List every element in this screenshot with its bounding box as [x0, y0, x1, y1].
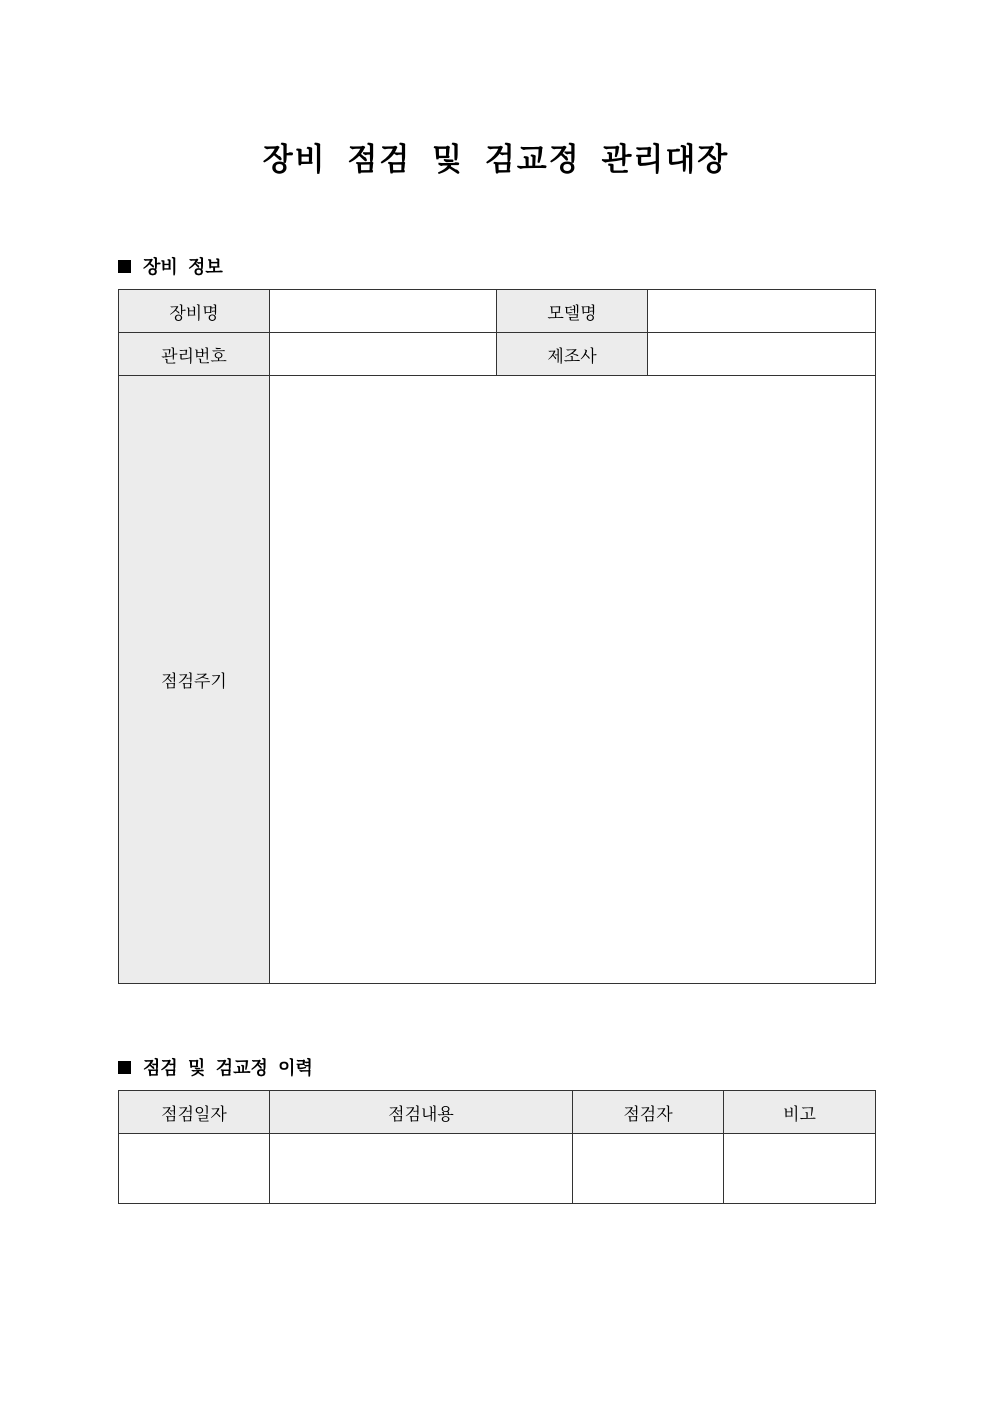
inspection-content-cell[interactable]: [270, 1134, 573, 1204]
inspection-cycle-label: 점검주기: [119, 376, 270, 984]
column-header-inspection-date: 점검일자: [119, 1091, 270, 1134]
history-table: [118, 1090, 876, 1204]
table-row: [119, 1134, 876, 1204]
manufacturer-field[interactable]: [648, 333, 876, 376]
equipment-name-label: 장비명: [119, 290, 270, 333]
manufacturer-label: 제조사: [497, 333, 648, 376]
equipment-section-heading: [118, 253, 223, 279]
square-bullet-icon: [118, 260, 131, 273]
inspection-cycle-field[interactable]: [270, 376, 876, 984]
equipment-row-inspection-cycle: [119, 376, 876, 984]
history-section-heading: [118, 1054, 313, 1080]
remarks-cell[interactable]: [724, 1134, 876, 1204]
equipment-row-name-model: [119, 290, 876, 333]
inspection-date-cell[interactable]: [119, 1134, 270, 1204]
equipment-section-title: 장비 정보: [143, 257, 223, 278]
column-header-inspector: 점검자: [573, 1091, 724, 1134]
equipment-name-field[interactable]: [270, 290, 497, 333]
square-bullet-icon: [118, 1061, 131, 1074]
history-header-row: [119, 1091, 876, 1134]
equipment-info-table: [118, 289, 876, 984]
inspector-cell[interactable]: [573, 1134, 724, 1204]
history-section-title: 점검 및 검교정 이력: [143, 1058, 313, 1079]
model-name-label: 모델명: [497, 290, 648, 333]
column-header-inspection-content: 점검내용: [270, 1091, 573, 1134]
management-number-label: 관리번호: [119, 333, 270, 376]
management-number-field[interactable]: [270, 333, 497, 376]
column-header-remarks: 비고: [724, 1091, 876, 1134]
model-name-field[interactable]: [648, 290, 876, 333]
equipment-row-manage-maker: [119, 333, 876, 376]
document-title: 장비 점검 및 검교정 관리대장: [262, 142, 730, 178]
